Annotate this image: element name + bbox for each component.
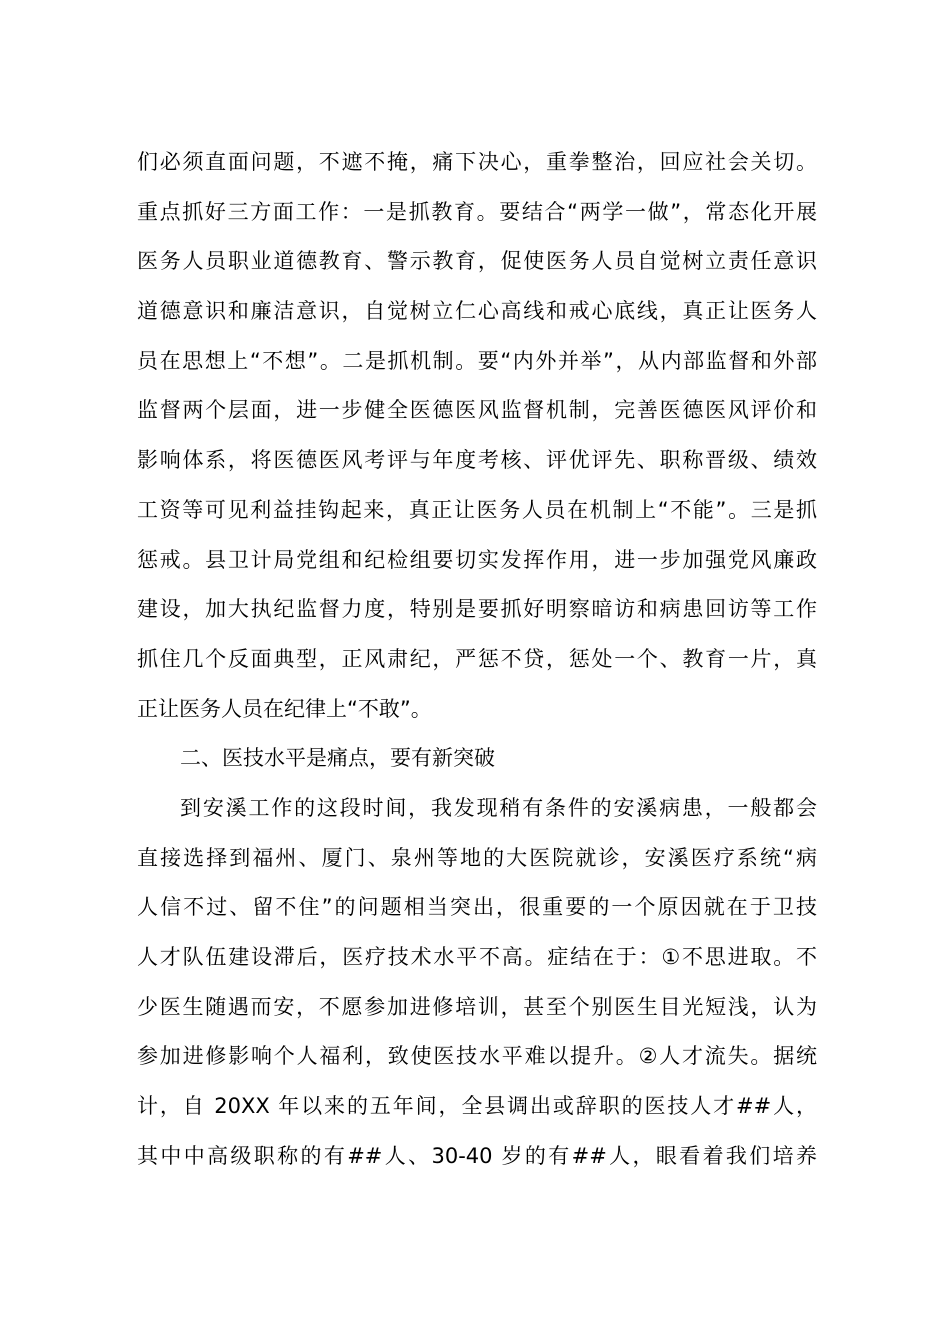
text-line: 人信不过、留不住”的问题相当突出，很重要的一个原因就在于卫技 bbox=[137, 895, 817, 920]
text-line: 正让医务人员在纪律上“不敢”。 bbox=[137, 696, 432, 721]
text-line: 医务人员职业道德教育、警示教育，促使医务人员自觉树立责任意识 bbox=[137, 249, 817, 274]
text-line: 影响体系，将医德医风考评与年度考核、评优评先、职称晋级、绩效 bbox=[137, 448, 817, 473]
body-text bbox=[137, 142, 817, 1185]
text-line: 参加进修影响个人福利，致使医技水平难以提升。②人才流失。据统 bbox=[137, 1044, 817, 1069]
text-line: 重点抓好三方面工作：一是抓教育。要结合“两学一做”，常态化开展 bbox=[137, 199, 817, 224]
text-line: 其中中高级职称的有##人、30-40 岁的有##人，眼看着我们培养 bbox=[137, 1143, 817, 1168]
text-line: 工资等可见利益挂钩起来，真正让医务人员在机制上“不能”。三是抓 bbox=[137, 497, 817, 522]
text-line: 员在思想上“不想”。二是抓机制。要“内外并举”，从内部监督和外部 bbox=[137, 348, 817, 373]
text-line: 人才队伍建设滞后，医疗技术水平不高。症结在于：①不思进取。不 bbox=[137, 945, 817, 969]
text-line: 监督两个层面，进一步健全医德医风监督机制，完善医德医风评价和 bbox=[137, 398, 817, 423]
text-line: 们必须直面问题，不遮不掩，痛下决心，重拳整治，回应社会关切。 bbox=[137, 150, 817, 174]
text-line: 抓住几个反面典型，正风肃纪，严惩不贷，惩处一个、教育一片，真 bbox=[137, 646, 817, 671]
text-line: 计，自 20XX 年以来的五年间，全县调出或辞职的医技人才##人， bbox=[137, 1094, 817, 1119]
text-line: 少医生随遇而安，不愿参加进修培训，甚至个别医生目光短浅，认为 bbox=[137, 994, 817, 1019]
text-line: 到安溪工作的这段时间，我发现稍有条件的安溪病患，一般都会 bbox=[180, 795, 817, 820]
text-line: 惩戒。县卫计局党组和纪检组要切实发挥作用，进一步加强党风廉政 bbox=[137, 547, 817, 572]
text-line: 建设，加大执纪监督力度，特别是要抓好明察暗访和病患回访等工作 bbox=[137, 597, 817, 622]
text-line: 道德意识和廉洁意识，自觉树立仁心高线和戒心底线，真正让医务人 bbox=[137, 299, 817, 324]
section-heading: 二、医技水平是痛点，要有新突破 bbox=[180, 746, 495, 771]
text-line: 直接选择到福州、厦门、泉州等地的大医院就诊，安溪医疗系统“病 bbox=[137, 845, 817, 870]
